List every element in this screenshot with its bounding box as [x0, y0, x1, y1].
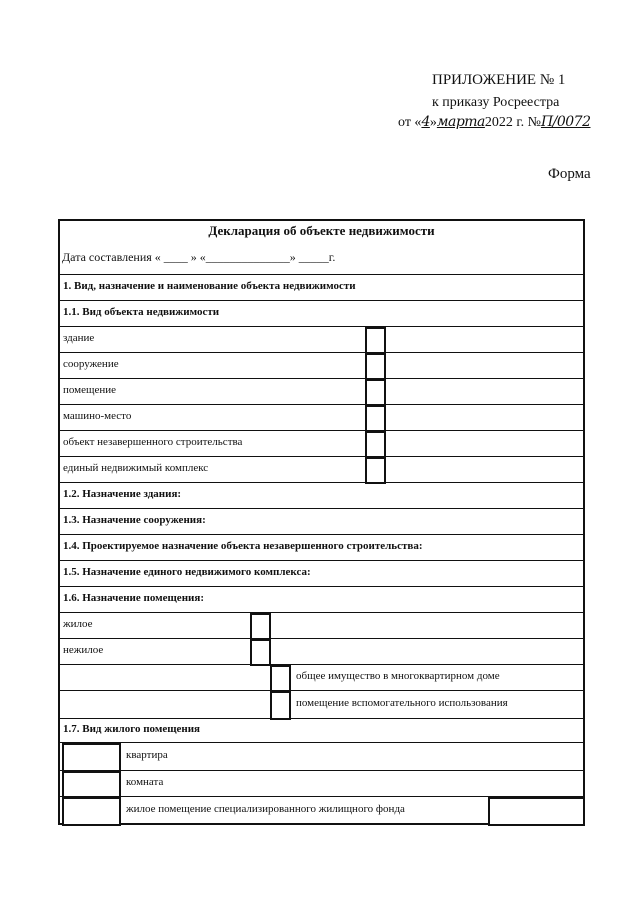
object-type-label: помещение — [63, 384, 117, 396]
handwritten-number: П/0072 — [540, 114, 591, 130]
section-1-2-title: 1.2. Назначение здания: — [63, 488, 182, 500]
form-label: Форма — [548, 166, 591, 182]
dwelling-type-label: комната — [126, 776, 164, 788]
dwelling-type-row — [60, 796, 583, 825]
checkbox-common-property[interactable] — [270, 665, 291, 692]
section-1-7-title: 1.7. Вид жилого помещения — [63, 723, 200, 735]
handwritten-day: 4 — [421, 114, 430, 130]
premises-purpose-row — [60, 612, 583, 638]
number-sign: № — [527, 115, 541, 130]
section-1-3-title: 1.3. Назначение сооружения: — [63, 514, 206, 526]
dwelling-type-row — [60, 742, 583, 770]
date-of-compilation[interactable]: Дата составления « ____ » «______________» _____г. — [62, 250, 336, 264]
declaration-form-table — [58, 219, 585, 825]
object-type-row — [60, 378, 583, 404]
date-prefix: от « — [398, 115, 422, 130]
handwritten-month: марта — [436, 114, 485, 130]
section-1-2-row — [60, 482, 583, 508]
order-reference: к приказу Росреестра — [432, 95, 560, 110]
object-type-label: единый недвижимый комплекс — [63, 462, 209, 474]
section-1-3-row — [60, 508, 583, 534]
object-type-label: машино-место — [63, 410, 132, 422]
checkbox-unfinished-construction[interactable] — [365, 431, 386, 458]
section-1-row — [60, 274, 583, 300]
order-date-line — [398, 114, 591, 131]
section-1-6-title: 1.6. Назначение помещения: — [63, 592, 204, 604]
nonresidential-subtype-row — [60, 664, 583, 690]
section-1-6-row — [60, 586, 583, 612]
object-type-row — [60, 404, 583, 430]
object-type-row — [60, 430, 583, 456]
purpose-nonresidential-label: нежилое — [63, 644, 104, 656]
checkbox-specialized-housing[interactable] — [62, 797, 121, 826]
checkbox-premises[interactable] — [365, 379, 386, 406]
section-1-7-row — [60, 718, 583, 742]
checkbox-single-complex[interactable] — [365, 457, 386, 484]
appendix-title: ПРИЛОЖЕНИЕ № 1 — [432, 72, 566, 88]
object-type-label: объект незавершенного строительства — [63, 436, 243, 448]
premises-purpose-row — [60, 638, 583, 664]
section-1-title: 1. Вид, назначение и наименование объекта недвижимости — [63, 280, 356, 292]
specialized-housing-field[interactable] — [488, 797, 585, 826]
section-1-5-row — [60, 560, 583, 586]
section-1-4-title: 1.4. Проектируемое назначение объекта незавершенного строительства: — [63, 540, 423, 552]
common-property-label: общее имущество в многоквартирном доме — [296, 670, 500, 682]
checkbox-structure[interactable] — [365, 353, 386, 380]
section-1-1-title: 1.1. Вид объекта недвижимости — [63, 306, 220, 318]
section-1-4-row — [60, 534, 583, 560]
object-type-row — [60, 326, 583, 352]
section-1-1-row — [60, 300, 583, 326]
checkbox-residential[interactable] — [250, 613, 271, 640]
object-type-row — [60, 456, 583, 482]
checkbox-parking-space[interactable] — [365, 405, 386, 432]
checkbox-apartment[interactable] — [62, 743, 121, 772]
dwelling-type-label: жилое помещение специализированного жилищного фонда — [126, 803, 405, 815]
date-mid: » — [429, 115, 437, 130]
section-1-5-title: 1.5. Назначение единого недвижимого комплекса: — [63, 566, 311, 578]
checkbox-nonresidential[interactable] — [250, 639, 271, 666]
auxiliary-label: помещение вспомогательного использования — [296, 697, 508, 709]
checkbox-building[interactable] — [365, 327, 386, 354]
nonresidential-subtype-row — [60, 690, 583, 718]
object-type-label: сооружение — [63, 358, 119, 370]
form-title: Декларация об объекте недвижимости — [208, 223, 435, 238]
dwelling-type-label: квартира — [126, 749, 168, 761]
purpose-residential-label: жилое — [63, 618, 93, 630]
checkbox-room[interactable] — [62, 771, 121, 798]
dwelling-type-row — [60, 770, 583, 796]
date-year: 2022 г. — [484, 115, 525, 130]
object-type-label: здание — [63, 332, 95, 344]
form-title-row — [60, 221, 583, 274]
object-type-row — [60, 352, 583, 378]
checkbox-auxiliary[interactable] — [270, 691, 291, 720]
